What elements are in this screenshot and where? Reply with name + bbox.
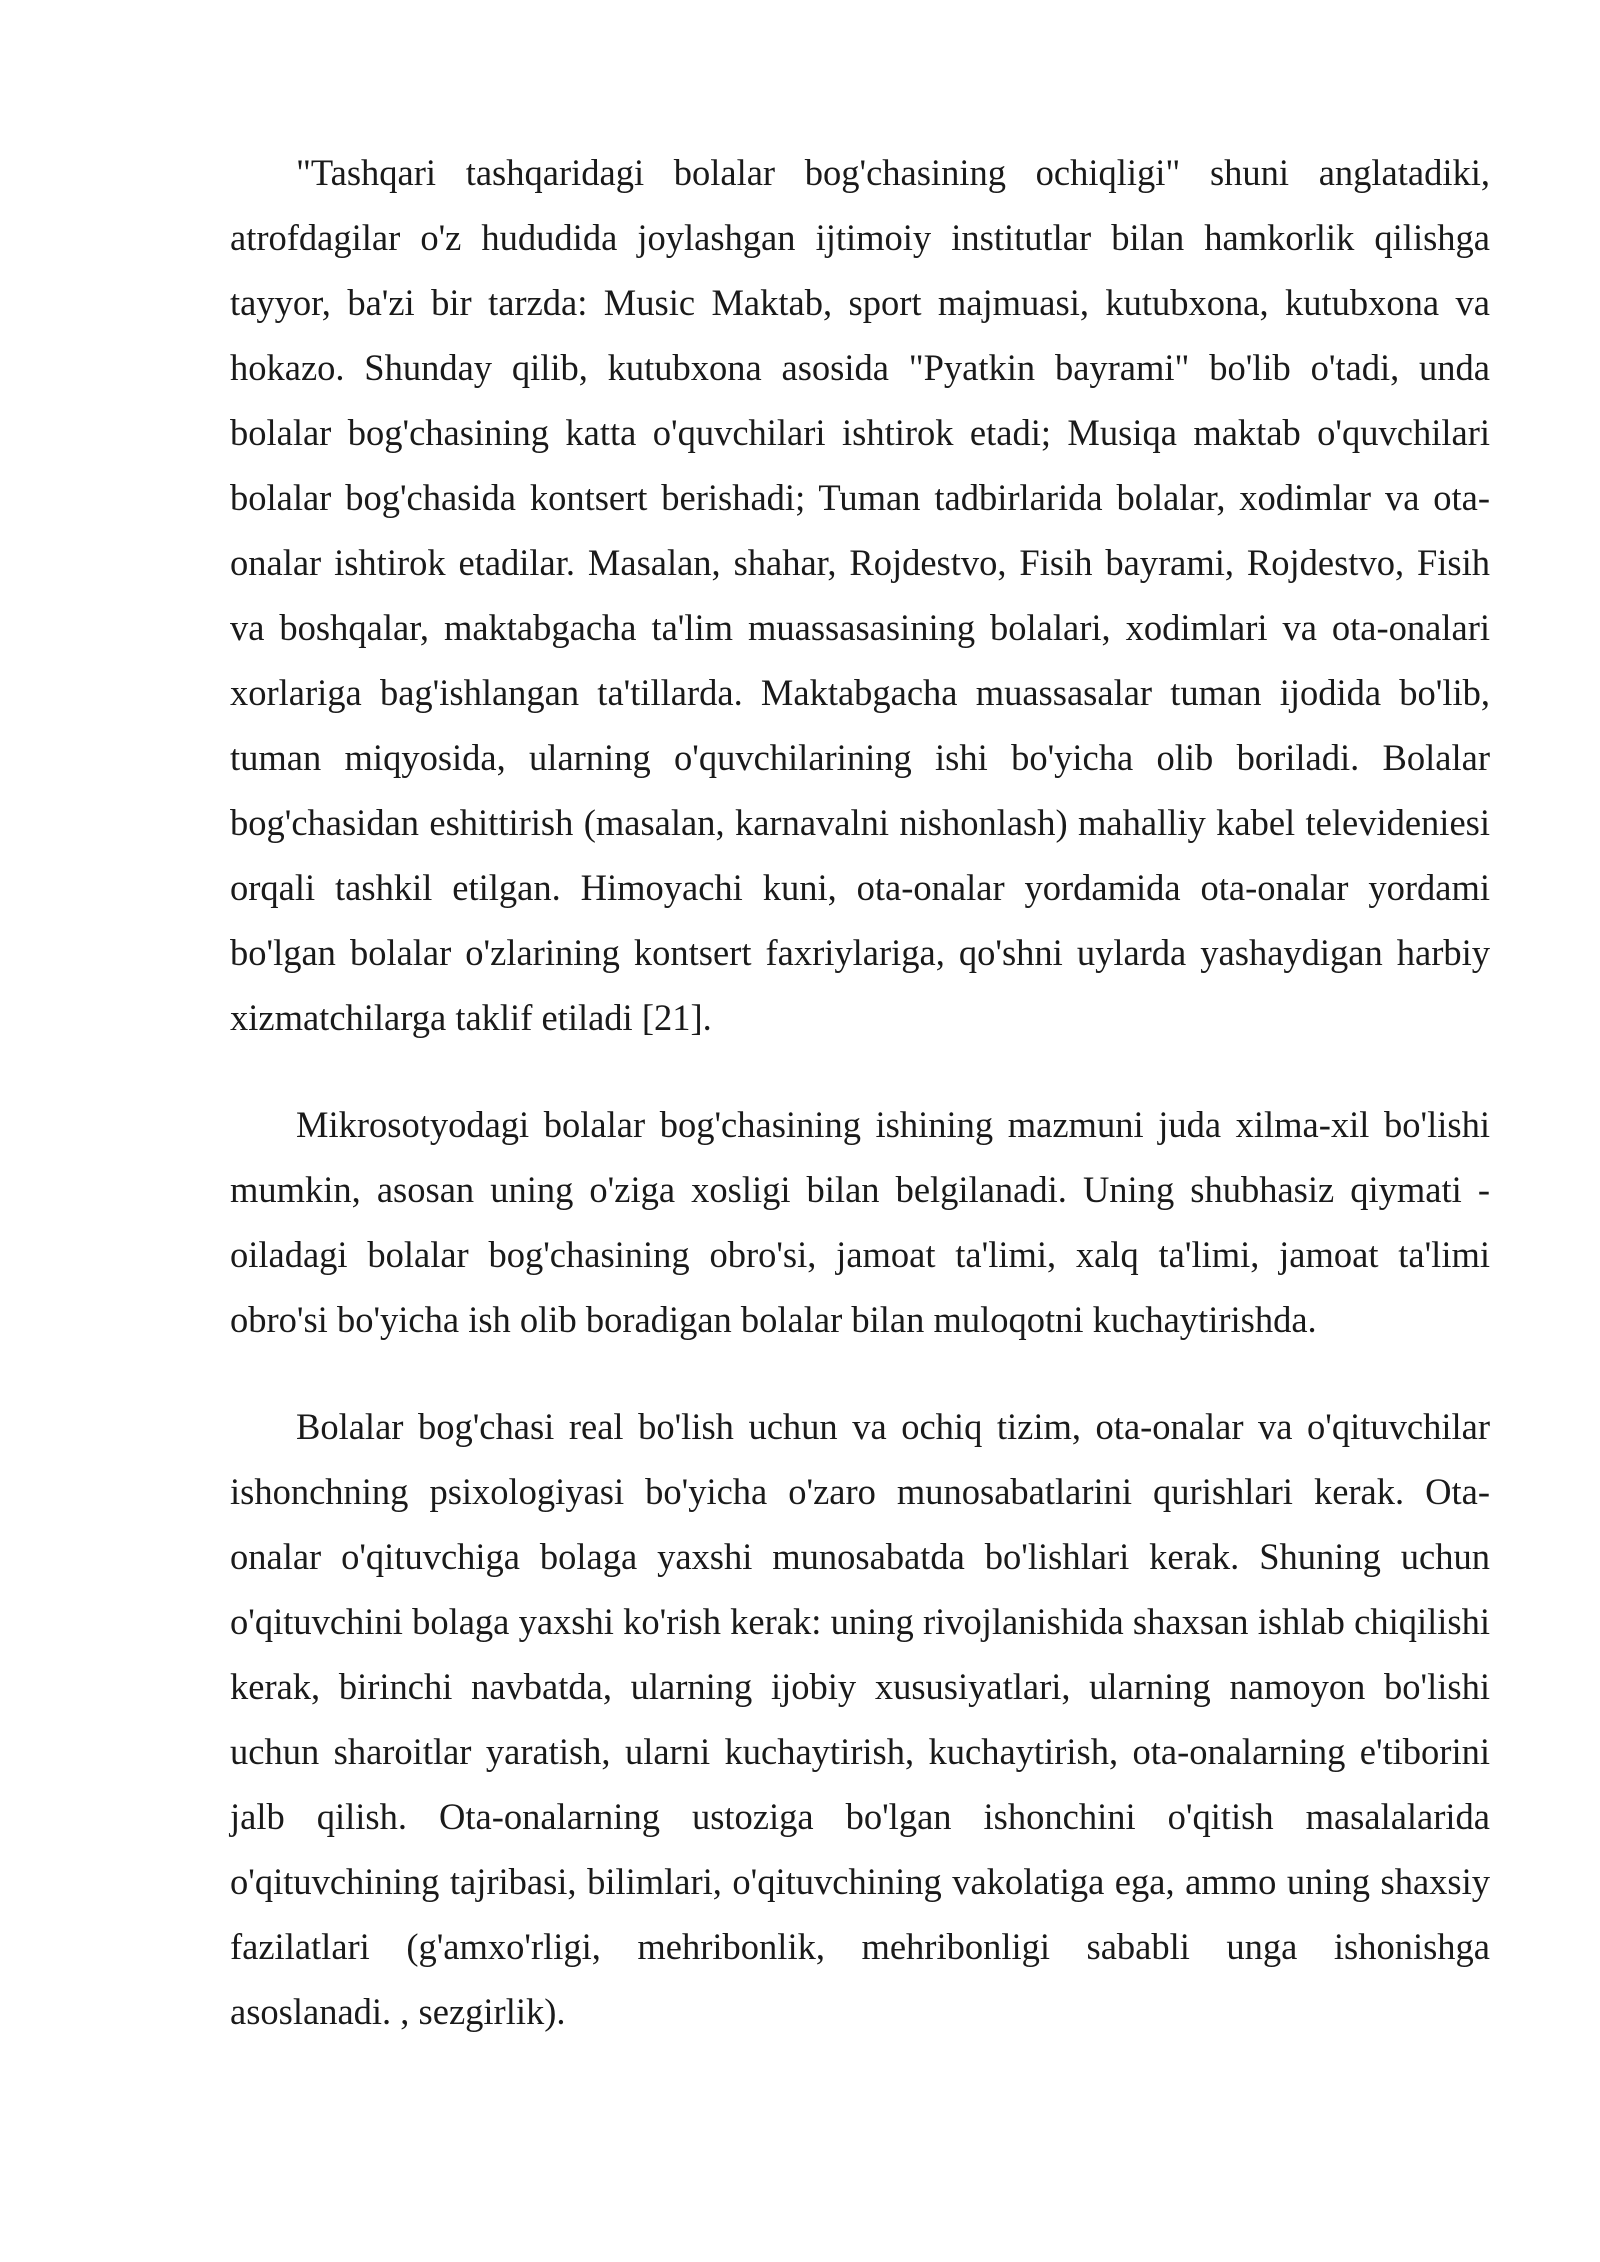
- paragraph-1: "Tashqari tashqaridagi bolalar bog'chasining ochiqligi" shuni anglatadiki, atrofdagilar o'z hududida joylashgan ijtimoiy institutlar bilan hamkorlik qilishga tayyor, ba'zi bir tarzda: Music Maktab, sport majmuasi, kutubxona, kutubxona va hokazo. Shunday qilib, kutubxona asosida "Pyatkin bayrami" bo'lib o'tadi, unda bolalar bog'chasining katta o'quvchilari ishtirok etadi; Musiqa maktab o'quvchilari bolalar bog'chasida kontsert berishadi; Tuman tadbirlarida bolalar, xodimlar va ota- onalar ishtirok etadilar. Masalan, shahar, Rojdestvo, Fisih bayrami, Rojdestvo, Fisih va boshqalar, maktabgacha ta'lim muassasasining bolalari, xodimlari va ota-onalari xorlariga bag'ishlangan ta'tillarda. Maktabgacha muassasalar tuman ijodida bo'lib, tuman miqyosida, ularning o'quvchilarining ishi bo'yicha olib boriladi. Bolalar bog'chasidan eshittirish (masalan, karnavalni nishonlash) mahalliy kabel televideniesi orqali tashkil etilgan. Himoyachi kuni, ota-onalar yordamida ota-onalar yordami bo'lgan bolalar o'zlarining kontsert faxriylariga, qo'shni uylarda yashaydigan harbiy xizmatchilarga taklif etiladi [21].: [230, 152, 1490, 1038]
- paragraph-2: Mikrosotyodagi bolalar bog'chasining ishining mazmuni juda xilma-xil bo'lishi mumkin, asosan uning o'ziga xosligi bilan belgilanadi. Uning shubhasiz qiymati - oiladagi bolalar bog'chasining obro'si, jamoat ta'limi, xalq ta'limi, jamoat ta'limi obro'si bo'yicha ish olib boradigan bolalar bilan muloqotni kuchaytirishda.: [230, 1104, 1490, 1340]
- document-body: [230, 140, 1490, 2044]
- paragraph-3: Bolalar bog'chasi real bo'lish uchun va ochiq tizim, ota-onalar va o'qituvchilar ishonchning psixologiyasi bo'yicha o'zaro munosabatlarini qurishlari kerak. Ota-onalar o'qituvchiga bolaga yaxshi munosabatda bo'lishlari kerak. Shuning uchun o'qituvchini bolaga yaxshi ko'rish kerak: uning rivojlanishida shaxsan ishlab chiqilishi kerak, birinchi navbatda, ularning ijobiy xususiyatlari, ularning namoyon bo'lishi uchun sharoitlar yaratish, ularni kuchaytirish, kuchaytirish, ota-onalarning e'tiborini jalb qilish. Ota-onalarning ustoziga bo'lgan ishonchini o'qitish masalalarida o'qituvchining tajribasi, bilimlari, o'qituvchining vakolatiga ega, ammo uning shaxsiy fazilatlari (g'amxo'rligi, mehribonlik, mehribonligi sababli unga ishonishga asoslanadi. , sezgirlik).: [230, 1406, 1490, 2032]
